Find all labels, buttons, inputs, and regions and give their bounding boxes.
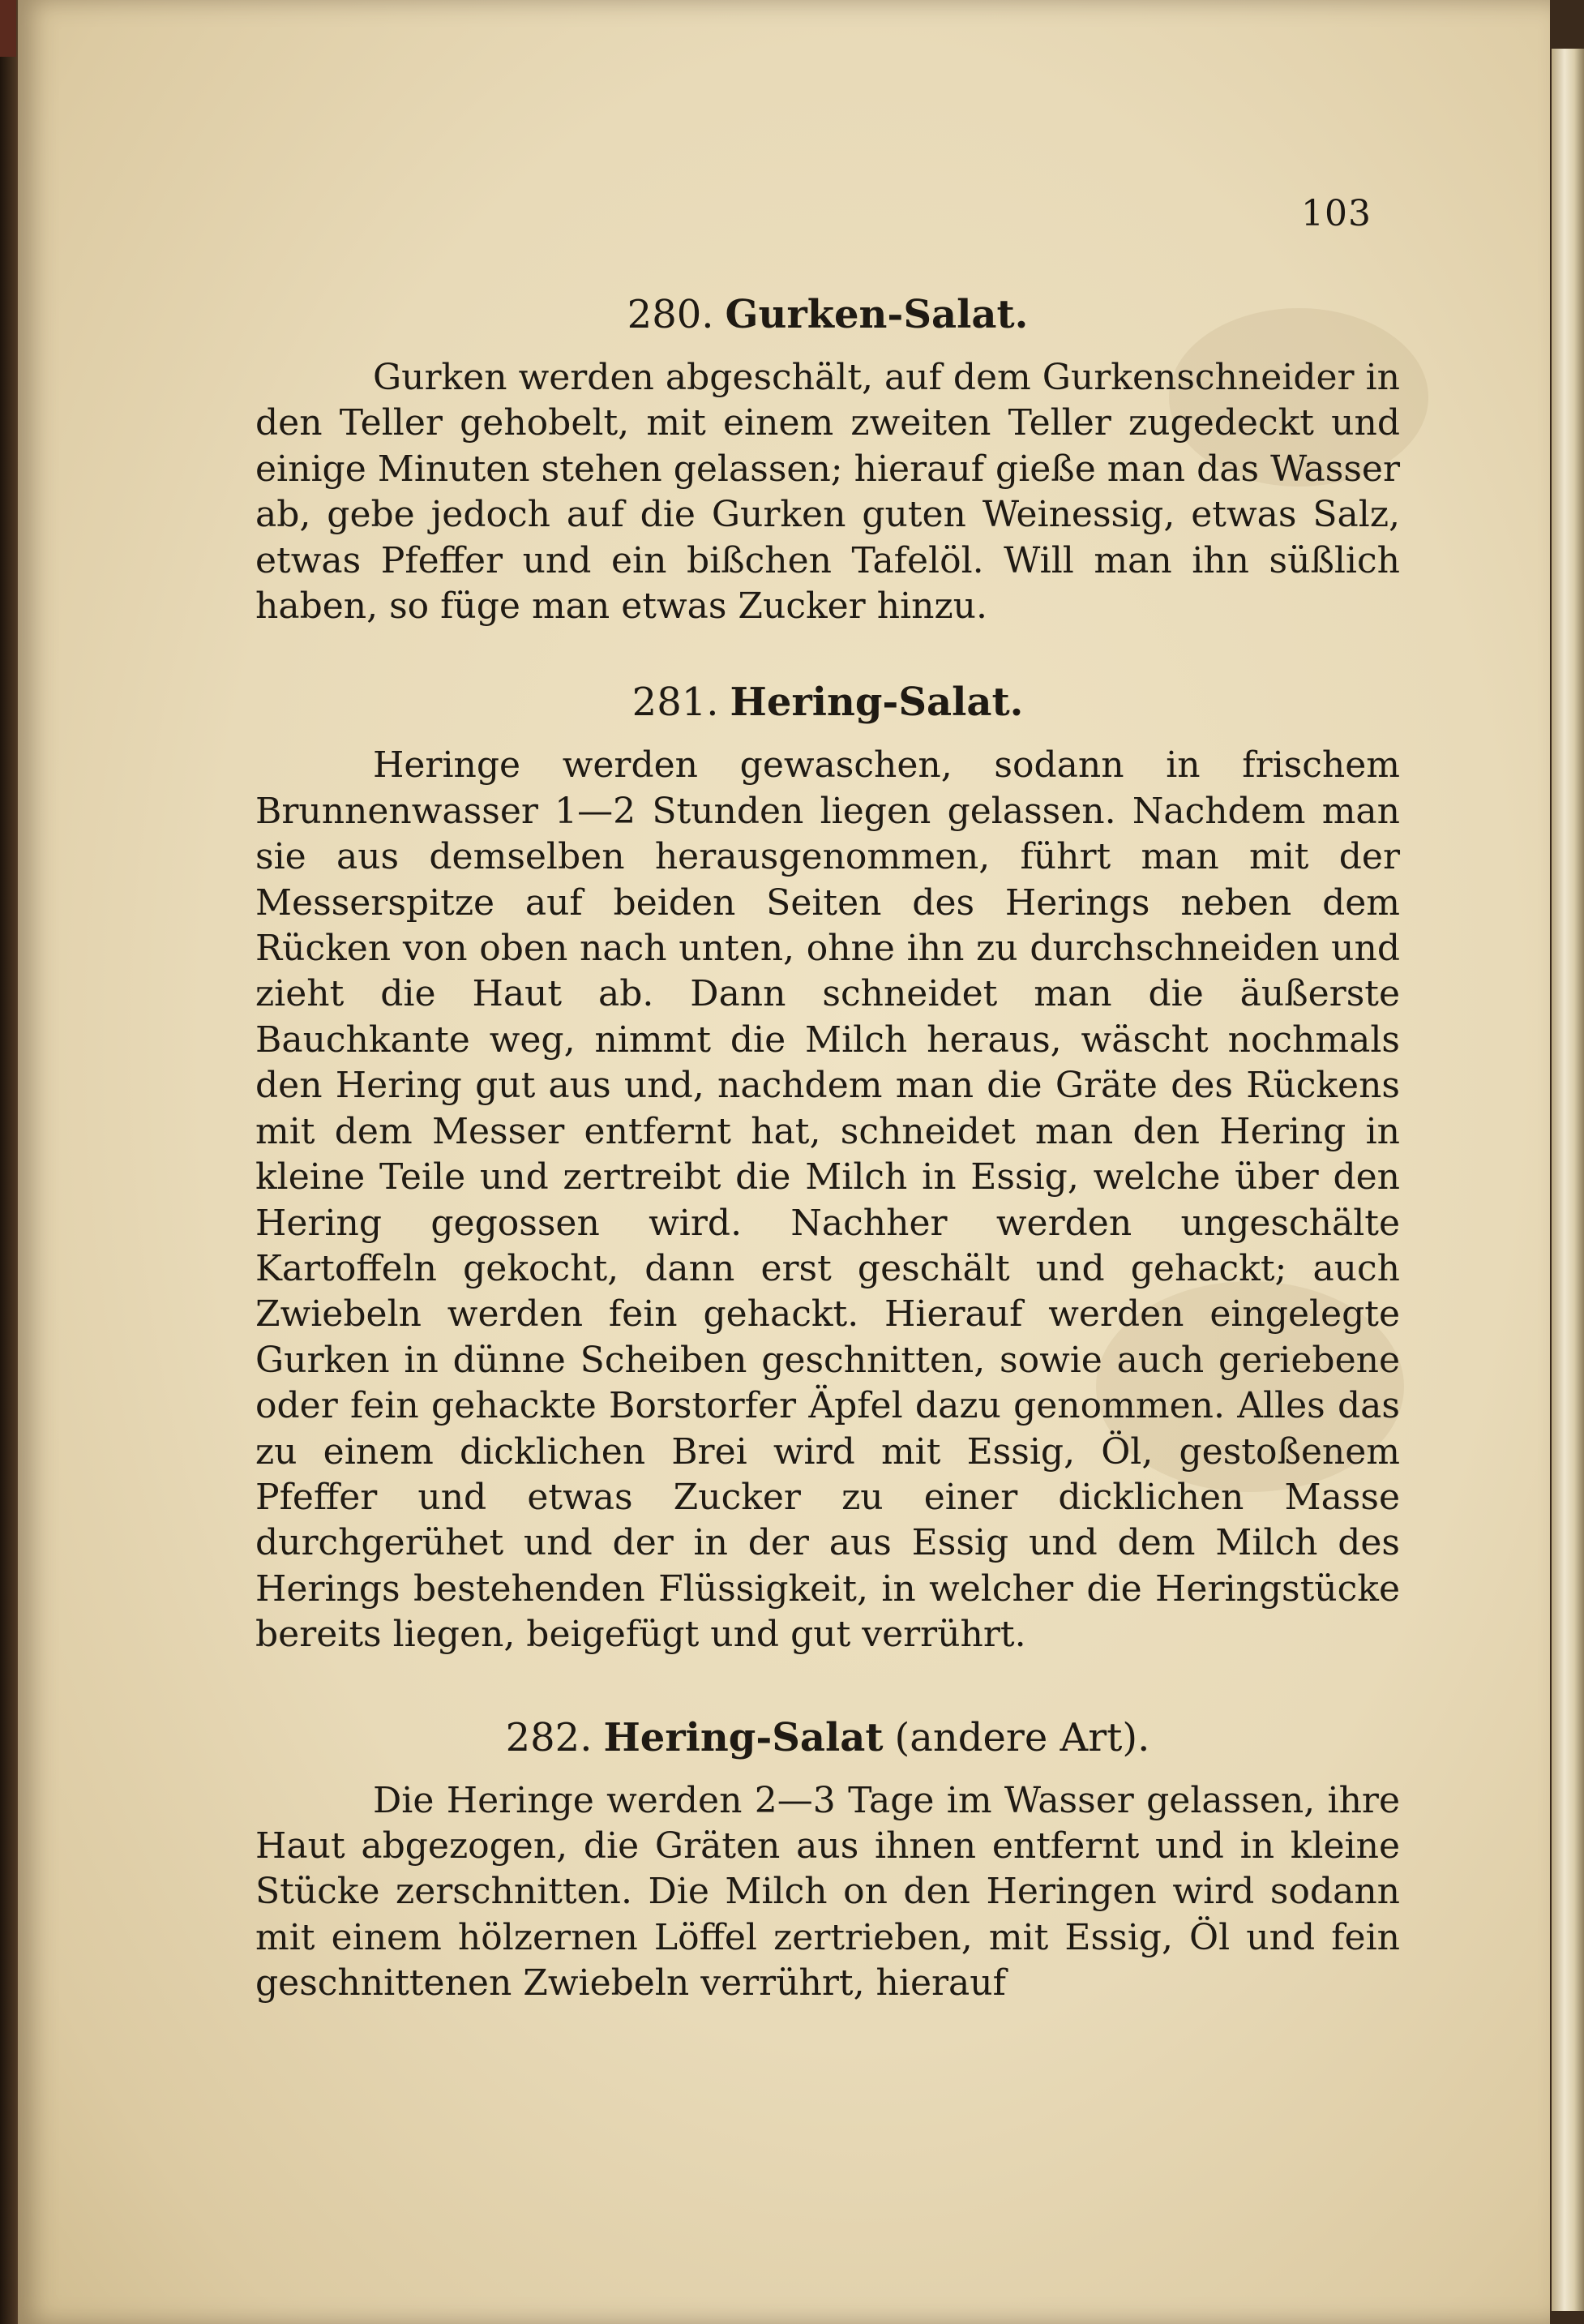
recipe-text: Die Heringe werden 2—3 Tage im Wasser gelassen, ihre Haut abgezogen, die Gräten aus ihnen entfernt und in kleine Stücke zerschnitten. Die Milch on den Heringen wird sodann mit einem hölzernen Löffel zertrieben, mit Essig, Öl und fein geschnittenen Zwiebeln verrührt, hierauf — [255, 1779, 1400, 2005]
page-number: 103 — [1301, 193, 1372, 234]
recipe-heading — [255, 292, 1400, 337]
recipe-heading — [255, 1715, 1400, 1760]
recipe-number: 282. — [505, 1714, 593, 1760]
recipe-heading — [255, 680, 1400, 725]
book-page — [18, 0, 1550, 2324]
recipe-title: Hering-Salat — [603, 1714, 884, 1760]
recipe-title: Gurken-Salat. — [725, 292, 1029, 337]
recipe-number: 280. — [627, 292, 714, 337]
recipe-text: Heringe werden gewaschen, sodann in frischem Brunnenwasser 1—2 Stunden liegen gelassen. Nachdem man sie aus demselben herausgenommen, führt man mit der Messerspitze auf beiden Seiten des Herings neben dem Rücken von oben nach unten, ohne ihn zu durchschneiden und zieht die Haut ab. Dann schneidet man die äußerste Bauchkante weg, nimmt die Milch heraus, wäscht nochmals den Hering gut aus und, nachdem man die Gräte des Rückens mit dem Messer entfernt hat, schneidet man den Hering in kleine Teile und zertreibt die Milch in Essig, welche über den Hering gegossen wird. Nachher werden ungeschälte Kartoffeln gekocht, dann erst geschält und gehackt; auch Zwiebeln werden fein gehackt. Hierauf werden eingelegte Gurken in dünne Scheiben geschnitten, sowie auch geriebene oder fein gehackte Borstorfer Äpfel dazu genommen. Alles das zu einem dicklichen Brei wird mit Essig, Öl, gestoßenem Pfeffer und etwas Zucker zu einer dicklichen Masse durchgerühet und der in der aus Essig und dem Milch des Herings bestehenden Flüssigkeit, in welcher die Heringstücke bereits liegen, beigefügt und gut verrührt. — [255, 744, 1400, 1656]
recipe-title: Hering-Salat. — [730, 680, 1024, 726]
recipe-text: Gurken werden abgeschält, auf dem Gurkenschneider in den Teller gehobelt, mit einem zweiten Teller zugedeckt und einige Minuten stehen gelassen; hierauf gieße man das Wasser ab, gebe jedoch auf die Gurken guten Weinessig, etwas Salz, etwas Pfeffer und ein bißchen Tafelöl. Will man ihn süßlich haben, so füge man etwas Zucker hinzu. — [255, 357, 1400, 628]
spine-corner — [0, 0, 16, 57]
page-stack-edge — [1552, 49, 1584, 2311]
recipe-subtitle: (andere Art). — [894, 1714, 1150, 1760]
page-content — [255, 292, 1400, 2007]
recipe-number: 281. — [631, 680, 719, 726]
